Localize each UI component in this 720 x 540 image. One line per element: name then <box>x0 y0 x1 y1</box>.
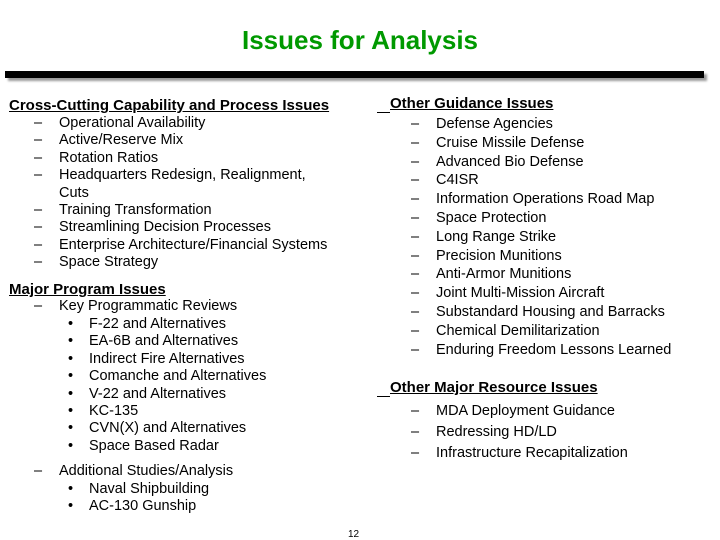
list-item: – Advanced Bio Defense <box>411 153 584 170</box>
list-item: – Space Strategy <box>34 254 159 271</box>
list-item: – Streamlining Decision Processes <box>34 219 271 236</box>
list-item: • V-22 and Alternatives <box>68 385 227 402</box>
list-item: – Additional Studies/Analysis <box>34 463 234 479</box>
list-item: – Chemical Demilitarization <box>411 322 600 339</box>
list-item: – Redressing HD/LD <box>411 424 557 440</box>
list-item: • F-22 and Alternatives <box>68 316 227 332</box>
title-divider <box>5 71 704 78</box>
list-item: – C4ISR <box>411 172 479 189</box>
list-item: – Defense Agencies <box>411 116 553 132</box>
list-item: – Operational Availability <box>34 115 206 131</box>
list-item: – Precision Munitions <box>411 247 562 264</box>
list-item: • Space Based Radar <box>68 437 219 454</box>
additional-studies-sublist <box>68 481 209 516</box>
additional-studies-list <box>34 463 233 480</box>
list-item: • CVN(X) and Alternatives <box>68 420 247 437</box>
other-guidance-heading: Other Guidance Issues <box>390 95 554 112</box>
heading-underline-lead <box>377 112 390 113</box>
list-item: – Enterprise Architecture/Financial Systems <box>34 236 328 253</box>
list-item: – Training Transformation <box>34 202 212 219</box>
list-item: • Comanche and Alternatives <box>68 368 267 385</box>
list-item: – Anti-Armor Munitions <box>411 266 572 283</box>
list-item: • EA-6B and Alternatives <box>68 333 239 350</box>
list-item: • KC-135 <box>68 403 139 420</box>
cross-cutting-list <box>34 115 364 272</box>
other-resource-list <box>411 401 628 464</box>
list-item: – Substandard Housing and Barracks <box>411 303 665 320</box>
list-item: – Space Protection <box>411 209 547 226</box>
list-item: • Indirect Fire Alternatives <box>68 350 245 367</box>
major-program-heading: Major Program Issues <box>9 281 166 298</box>
list-item: – Infrastructure Recapitalization <box>411 445 628 461</box>
page-number: 12 <box>348 529 360 540</box>
list-item: – Rotation Ratios <box>34 149 159 166</box>
list-item: – Key Programmatic Reviews <box>34 298 238 314</box>
list-item: • Naval Shipbuilding <box>68 481 210 497</box>
other-resource-heading: Other Major Resource Issues <box>390 379 598 396</box>
heading-underline-lead <box>377 396 390 397</box>
list-item: • AC-130 Gunship <box>68 498 197 515</box>
key-reviews-list <box>34 298 237 315</box>
list-item: – Active/Reserve Mix <box>34 132 184 149</box>
key-reviews-sublist <box>68 316 266 455</box>
list-item: – Enduring Freedom Lessons Learned <box>411 341 672 358</box>
list-item: – Joint Multi-Mission Aircraft <box>411 285 605 302</box>
list-item: – MDA Deployment Guidance <box>411 403 615 419</box>
list-item: – Information Operations Road Map <box>411 191 655 208</box>
list-item: – Cruise Missile Defense <box>411 134 585 151</box>
list-item: – Headquarters Redesign, Realignment, Cuts <box>34 167 306 201</box>
list-item: – Long Range Strike <box>411 228 557 245</box>
slide-title: Issues for Analysis <box>241 25 479 55</box>
other-guidance-list <box>411 115 671 359</box>
cross-cutting-heading: Cross-Cutting Capability and Process Issues <box>9 97 330 114</box>
